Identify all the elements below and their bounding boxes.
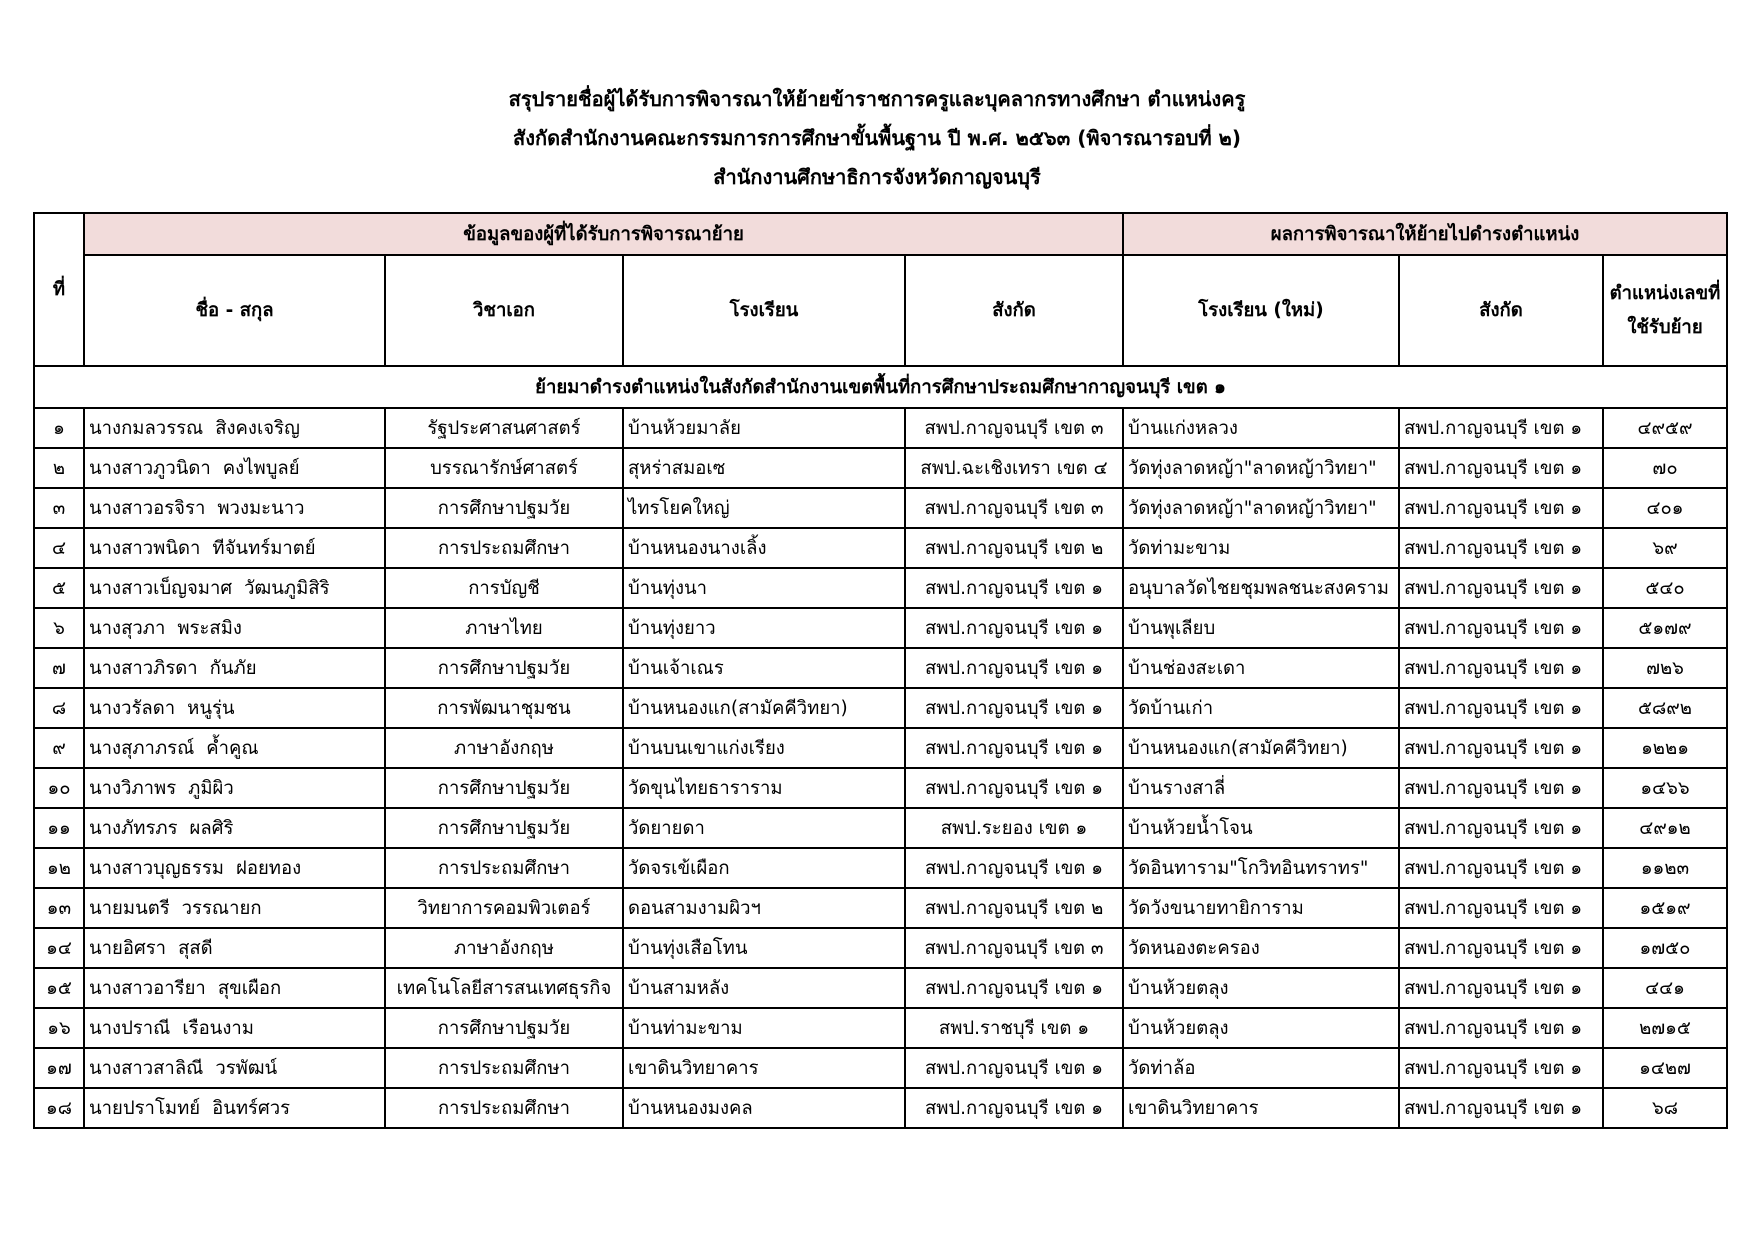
table-row xyxy=(34,1048,1727,1088)
cell-position-no: ๑๔๖๖ xyxy=(1603,768,1727,808)
table-row xyxy=(34,608,1727,648)
cell-new-affiliation: สพป.กาญจนบุรี เขต ๑ xyxy=(1399,928,1603,968)
last-name: ผลศิริ xyxy=(189,817,234,839)
col-header-name: ชื่อ - สกุล xyxy=(84,255,385,366)
last-name: วรพัฒน์ xyxy=(215,1057,278,1079)
first-name: นายอิศรา xyxy=(89,937,167,959)
cell-position-no: ๑๕๑๙ xyxy=(1603,888,1727,928)
cell-name xyxy=(84,648,385,688)
cell-position-no: ๔๐๑ xyxy=(1603,488,1727,528)
cell-no: ๔ xyxy=(34,528,84,568)
cell-new-affiliation: สพป.กาญจนบุรี เขต ๑ xyxy=(1399,848,1603,888)
cell-new-affiliation: สพป.กาญจนบุรี เขต ๑ xyxy=(1399,1008,1603,1048)
cell-school: วัดยายดา xyxy=(623,808,905,848)
cell-school: บ้านทุ่งนา xyxy=(623,568,905,608)
cell-name xyxy=(84,928,385,968)
table-row xyxy=(34,448,1727,488)
cell-school: บ้านหนองนางเลิ้ง xyxy=(623,528,905,568)
col-header-major: วิชาเอก xyxy=(385,255,623,366)
cell-no: ๘ xyxy=(34,688,84,728)
cell-affiliation: สพป.กาญจนบุรี เขต ๑ xyxy=(905,968,1123,1008)
cell-new-school: บ้านช่องสะเดา xyxy=(1123,648,1399,688)
cell-no: ๑๖ xyxy=(34,1008,84,1048)
document-title xyxy=(0,80,1754,197)
first-name: นางสาวอารียา xyxy=(89,977,206,999)
cell-major: การศึกษาปฐมวัย xyxy=(385,808,623,848)
table-row xyxy=(34,528,1727,568)
table-row xyxy=(34,688,1727,728)
first-name: นางสาวพนิดา xyxy=(89,537,201,559)
cell-major: เทคโนโลยีสารสนเทศธุรกิจ xyxy=(385,968,623,1008)
cell-no: ๑๕ xyxy=(34,968,84,1008)
cell-affiliation: สพป.ราชบุรี เขต ๑ xyxy=(905,1008,1123,1048)
cell-name xyxy=(84,1008,385,1048)
section-title: ย้ายมาดำรงตำแหน่งในสังกัดสำนักงานเขตพื้นที่การศึกษาประถมศึกษากาญจนบุรี เขต ๑ xyxy=(34,366,1727,408)
cell-name xyxy=(84,408,385,448)
cell-no: ๑ xyxy=(34,408,84,448)
cell-new-school: วัดวังขนายทายิการาม xyxy=(1123,888,1399,928)
cell-major: วิทยาการคอมพิวเตอร์ xyxy=(385,888,623,928)
cell-affiliation: สพป.กาญจนบุรี เขต ๑ xyxy=(905,768,1123,808)
cell-major: บรรณารักษ์ศาสตร์ xyxy=(385,448,623,488)
table-row xyxy=(34,568,1727,608)
cell-new-affiliation: สพป.กาญจนบุรี เขต ๑ xyxy=(1399,568,1603,608)
last-name: ทีจันทร์มาตย์ xyxy=(212,537,316,559)
title-line-1: สรุปรายชื่อผู้ได้รับการพิจารณาให้ย้ายข้าราชการครูและบุคลากรทางศึกษา ตำแหน่งครู xyxy=(508,87,1246,111)
first-name: นางสุภาภรณ์ xyxy=(89,737,195,759)
cell-new-affiliation: สพป.กาญจนบุรี เขต ๑ xyxy=(1399,648,1603,688)
group-header-applicant: ข้อมูลของผู้ที่ได้รับการพิจารณาย้าย xyxy=(84,213,1123,255)
cell-name xyxy=(84,848,385,888)
cell-name xyxy=(84,968,385,1008)
cell-no: ๑๗ xyxy=(34,1048,84,1088)
cell-no: ๓ xyxy=(34,488,84,528)
last-name: เรือนงาม xyxy=(182,1017,254,1039)
cell-school: บ้านหนองแก(สามัคคีวิทยา) xyxy=(623,688,905,728)
title-line-2: สังกัดสำนักงานคณะกรรมการการศึกษาขั้นพื้นฐาน ปี พ.ศ. ๒๕๖๓ (พิจารณารอบที่ ๒) xyxy=(513,126,1241,150)
cell-major: ภาษาอังกฤษ xyxy=(385,928,623,968)
first-name: นางปราณี xyxy=(89,1017,171,1039)
cell-new-school: เขาดินวิทยาคาร xyxy=(1123,1088,1399,1128)
cell-position-no: ๔๙๑๒ xyxy=(1603,808,1727,848)
cell-name xyxy=(84,1088,385,1128)
cell-new-affiliation: สพป.กาญจนบุรี เขต ๑ xyxy=(1399,528,1603,568)
table-row xyxy=(34,408,1727,448)
cell-new-school: บ้านห้วยตลุง xyxy=(1123,1008,1399,1048)
last-name: วัฒนภูมิสิริ xyxy=(244,577,330,599)
table-row xyxy=(34,488,1727,528)
cell-name xyxy=(84,688,385,728)
cell-new-school: บ้านพุเลียบ xyxy=(1123,608,1399,648)
first-name: นางสุวภา xyxy=(89,617,166,639)
cell-new-school: บ้านรางสาลี่ xyxy=(1123,768,1399,808)
cell-position-no: ๖๙ xyxy=(1603,528,1727,568)
cell-name xyxy=(84,528,385,568)
cell-new-affiliation: สพป.กาญจนบุรี เขต ๑ xyxy=(1399,688,1603,728)
cell-affiliation: สพป.กาญจนบุรี เขต ๑ xyxy=(905,688,1123,728)
cell-no: ๒ xyxy=(34,448,84,488)
group-header-result: ผลการพิจารณาให้ย้ายไปดำรงตำแหน่ง xyxy=(1123,213,1727,255)
cell-new-school: วัดหนองตะครอง xyxy=(1123,928,1399,968)
cell-position-no: ๑๗๕๐ xyxy=(1603,928,1727,968)
table-row xyxy=(34,768,1727,808)
cell-no: ๕ xyxy=(34,568,84,608)
cell-affiliation: สพป.กาญจนบุรี เขต ๓ xyxy=(905,928,1123,968)
cell-new-affiliation: สพป.กาญจนบุรี เขต ๑ xyxy=(1399,768,1603,808)
last-name: ภูมิผิว xyxy=(188,777,234,799)
cell-school: เขาดินวิทยาคาร xyxy=(623,1048,905,1088)
cell-new-school: วัดทุ่งลาดหญ้า"ลาดหญ้าวิทยา" xyxy=(1123,488,1399,528)
last-name: พระสมิง xyxy=(177,617,242,639)
cell-name xyxy=(84,888,385,928)
cell-name xyxy=(84,808,385,848)
first-name: นางสาวเบ็ญจมาศ xyxy=(89,577,233,599)
cell-affiliation: สพป.กาญจนบุรี เขต ๑ xyxy=(905,648,1123,688)
cell-school: บ้านบนเขาแก่งเรียง xyxy=(623,728,905,768)
cell-affiliation: สพป.กาญจนบุรี เขต ๑ xyxy=(905,848,1123,888)
cell-school: สุหร่าสมอเซ xyxy=(623,448,905,488)
cell-new-affiliation: สพป.กาญจนบุรี เขต ๑ xyxy=(1399,1048,1603,1088)
cell-new-affiliation: สพป.กาญจนบุรี เขต ๑ xyxy=(1399,1088,1603,1128)
cell-position-no: ๑๔๒๗ xyxy=(1603,1048,1727,1088)
cell-position-no: ๕๔๐ xyxy=(1603,568,1727,608)
cell-affiliation: สพป.กาญจนบุรี เขต ๑ xyxy=(905,608,1123,648)
cell-major: การศึกษาปฐมวัย xyxy=(385,768,623,808)
cell-school: ไทรโยคใหญ่ xyxy=(623,488,905,528)
last-name: สิงคงเจริญ xyxy=(215,417,300,439)
transfer-table xyxy=(33,212,1728,1129)
col-header-affiliation: สังกัด xyxy=(905,255,1123,366)
table-row xyxy=(34,848,1727,888)
first-name: นางสาวภูวนิดา xyxy=(89,457,211,479)
cell-school: วัดจรเข้เผือก xyxy=(623,848,905,888)
cell-affiliation: สพป.กาญจนบุรี เขต ๑ xyxy=(905,1088,1123,1128)
last-name: ฝอยทอง xyxy=(236,857,302,879)
cell-new-school: วัดอินทาราม"โกวิทอินทราทร" xyxy=(1123,848,1399,888)
cell-no: ๖ xyxy=(34,608,84,648)
cell-major: การพัฒนาชุมชน xyxy=(385,688,623,728)
cell-new-affiliation: สพป.กาญจนบุรี เขต ๑ xyxy=(1399,808,1603,848)
cell-position-no: ๕๑๗๙ xyxy=(1603,608,1727,648)
cell-school: บ้านสามหลัง xyxy=(623,968,905,1008)
cell-affiliation: สพป.ฉะเชิงเทรา เขต ๔ xyxy=(905,448,1123,488)
cell-no: ๗ xyxy=(34,648,84,688)
cell-no: ๑๘ xyxy=(34,1088,84,1128)
cell-school: บ้านหนองมงคล xyxy=(623,1088,905,1128)
last-name: ค้ำคูณ xyxy=(206,737,259,759)
cell-name xyxy=(84,448,385,488)
cell-affiliation: สพป.กาญจนบุรี เขต ๓ xyxy=(905,408,1123,448)
cell-position-no: ๗๒๖ xyxy=(1603,648,1727,688)
cell-new-affiliation: สพป.กาญจนบุรี เขต ๑ xyxy=(1399,608,1603,648)
cell-new-school: วัดท่ามะขาม xyxy=(1123,528,1399,568)
cell-affiliation: สพป.กาญจนบุรี เขต ๑ xyxy=(905,1048,1123,1088)
first-name: นางภัทรภร xyxy=(89,817,178,839)
col-header-new-affiliation: สังกัด xyxy=(1399,255,1603,366)
col-header-position-no: ตำแหน่งเลขที่ ใช้รับย้าย xyxy=(1603,255,1727,366)
cell-major: การประถมศึกษา xyxy=(385,528,623,568)
cell-new-school: บ้านห้วยตลุง xyxy=(1123,968,1399,1008)
cell-no: ๑๐ xyxy=(34,768,84,808)
cell-new-school: บ้านแก่งหลวง xyxy=(1123,408,1399,448)
first-name: นางวรัลดา xyxy=(89,697,176,719)
cell-position-no: ๔๙๕๙ xyxy=(1603,408,1727,448)
first-name: นายปราโมทย์ xyxy=(89,1097,201,1119)
cell-new-affiliation: สพป.กาญจนบุรี เขต ๑ xyxy=(1399,448,1603,488)
cell-new-school: อนุบาลวัดไชยชุมพลชนะสงคราม xyxy=(1123,568,1399,608)
cell-new-affiliation: สพป.กาญจนบุรี เขต ๑ xyxy=(1399,968,1603,1008)
cell-no: ๑๑ xyxy=(34,808,84,848)
cell-position-no: ๔๔๑ xyxy=(1603,968,1727,1008)
cell-major: การประถมศึกษา xyxy=(385,848,623,888)
last-name: พวงมะนาว xyxy=(217,497,305,519)
col-header-school: โรงเรียน xyxy=(623,255,905,366)
cell-name xyxy=(84,568,385,608)
cell-new-affiliation: สพป.กาญจนบุรี เขต ๑ xyxy=(1399,408,1603,448)
table-row xyxy=(34,648,1727,688)
cell-new-school: วัดท่าล้อ xyxy=(1123,1048,1399,1088)
cell-major: การประถมศึกษา xyxy=(385,1048,623,1088)
cell-major: ภาษาอังกฤษ xyxy=(385,728,623,768)
last-name: คงไพบูลย์ xyxy=(222,457,300,479)
cell-new-school: บ้านห้วยน้ำโจน xyxy=(1123,808,1399,848)
cell-affiliation: สพป.กาญจนบุรี เขต ๑ xyxy=(905,728,1123,768)
table-row xyxy=(34,808,1727,848)
table-row xyxy=(34,728,1727,768)
cell-major: การบัญชี xyxy=(385,568,623,608)
cell-school: วัดขุนไทยธาราราม xyxy=(623,768,905,808)
cell-position-no: ๗๐ xyxy=(1603,448,1727,488)
first-name: นางสาวภิรดา xyxy=(89,657,198,679)
title-line-3: สำนักงานศึกษาธิการจังหวัดกาญจนบุรี xyxy=(713,165,1041,189)
col-header-no: ที่ xyxy=(34,213,84,366)
table-row xyxy=(34,928,1727,968)
cell-school: บ้านห้วยมาลัย xyxy=(623,408,905,448)
cell-major: การประถมศึกษา xyxy=(385,1088,623,1128)
last-name: อินทร์ศวร xyxy=(212,1097,291,1119)
cell-affiliation: สพป.กาญจนบุรี เขต ๑ xyxy=(905,568,1123,608)
last-name: วรรณายก xyxy=(181,897,262,919)
last-name: หนูรุ่น xyxy=(187,697,235,719)
cell-no: ๑๔ xyxy=(34,928,84,968)
last-name: กันภัย xyxy=(209,657,257,679)
cell-new-school: วัดทุ่งลาดหญ้า"ลาดหญ้าวิทยา" xyxy=(1123,448,1399,488)
cell-name xyxy=(84,608,385,648)
cell-no: ๑๒ xyxy=(34,848,84,888)
cell-school: บ้านทุ่งยาว xyxy=(623,608,905,648)
cell-new-affiliation: สพป.กาญจนบุรี เขต ๑ xyxy=(1399,888,1603,928)
first-name: นางสาวบุญธรรม xyxy=(89,857,225,879)
cell-new-school: บ้านหนองแก(สามัคคีวิทยา) xyxy=(1123,728,1399,768)
cell-position-no: ๑๒๒๑ xyxy=(1603,728,1727,768)
cell-school: ดอนสามงามผิวฯ xyxy=(623,888,905,928)
cell-school: บ้านท่ามะขาม xyxy=(623,1008,905,1048)
cell-new-school: วัดบ้านเก่า xyxy=(1123,688,1399,728)
cell-position-no: ๑๑๒๓ xyxy=(1603,848,1727,888)
first-name: นายมนตรี xyxy=(89,897,170,919)
cell-major: รัฐประศาสนศาสตร์ xyxy=(385,408,623,448)
cell-affiliation: สพป.กาญจนบุรี เขต ๒ xyxy=(905,888,1123,928)
cell-new-affiliation: สพป.กาญจนบุรี เขต ๑ xyxy=(1399,488,1603,528)
cell-name xyxy=(84,768,385,808)
cell-major: ภาษาไทย xyxy=(385,608,623,648)
cell-no: ๑๓ xyxy=(34,888,84,928)
cell-major: การศึกษาปฐมวัย xyxy=(385,1008,623,1048)
last-name: สุสดี xyxy=(178,937,213,959)
cell-major: การศึกษาปฐมวัย xyxy=(385,488,623,528)
cell-position-no: ๖๘ xyxy=(1603,1088,1727,1128)
table-row xyxy=(34,1088,1727,1128)
cell-new-affiliation: สพป.กาญจนบุรี เขต ๑ xyxy=(1399,728,1603,768)
cell-name xyxy=(84,488,385,528)
cell-no: ๙ xyxy=(34,728,84,768)
first-name: นางสาวสาลิณี xyxy=(89,1057,204,1079)
table-row xyxy=(34,968,1727,1008)
cell-name xyxy=(84,728,385,768)
first-name: นางกมลวรรณ xyxy=(89,417,204,439)
col-header-new-school: โรงเรียน (ใหม่) xyxy=(1123,255,1399,366)
first-name: นางวิภาพร xyxy=(89,777,177,799)
table-row xyxy=(34,888,1727,928)
cell-affiliation: สพป.กาญจนบุรี เขต ๒ xyxy=(905,528,1123,568)
cell-affiliation: สพป.ระยอง เขต ๑ xyxy=(905,808,1123,848)
cell-name xyxy=(84,1048,385,1088)
cell-position-no: ๒๗๑๕ xyxy=(1603,1008,1727,1048)
cell-school: บ้านทุ่งเสือโทน xyxy=(623,928,905,968)
cell-school: บ้านเจ้าเณร xyxy=(623,648,905,688)
cell-position-no: ๕๘๙๒ xyxy=(1603,688,1727,728)
cell-affiliation: สพป.กาญจนบุรี เขต ๓ xyxy=(905,488,1123,528)
cell-major: การศึกษาปฐมวัย xyxy=(385,648,623,688)
last-name: สุขเผือก xyxy=(217,977,282,999)
first-name: นางสาวอรจิรา xyxy=(89,497,206,519)
table-row xyxy=(34,1008,1727,1048)
